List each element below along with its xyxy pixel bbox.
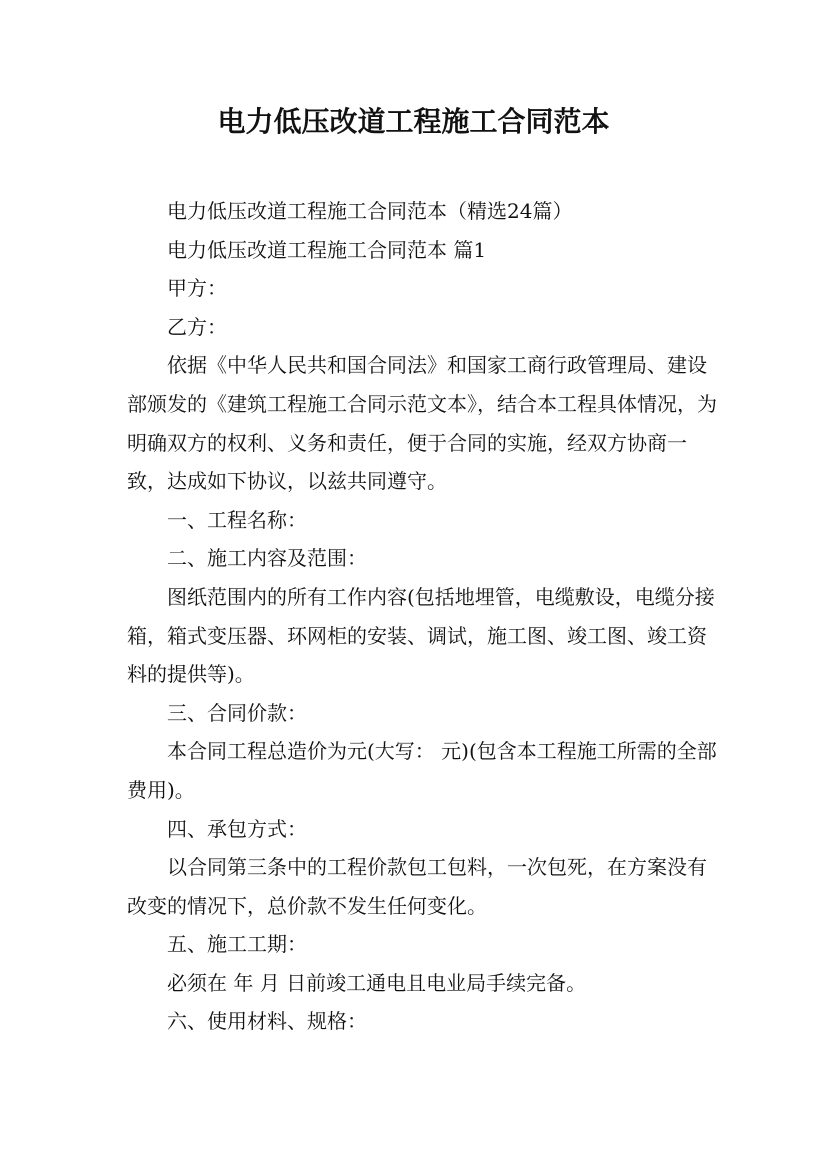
paragraph-clause-5-body: 必须在 年 月 日前竣工通电且电业局手续完备。 bbox=[167, 970, 587, 995]
paragraph-clause-4-heading: 四、承包方式： bbox=[167, 816, 307, 841]
paragraph-subtitle: 电力低压改道工程施工合同范本（精选24篇） bbox=[167, 199, 573, 223]
document-title: 电力低压改道工程施工合同范本 bbox=[217, 105, 610, 138]
document-body bbox=[127, 192, 717, 1041]
paragraph-clause-5-heading: 五、施工工期： bbox=[167, 932, 307, 957]
paragraph-clause-2-body: 图纸范围内的所有工作内容(包括地埋管，电缆敷设，电缆分接箱，箱式变压器、环网柜的安装、调试，施工图、竣工图、竣工资料的提供等)。 bbox=[127, 584, 715, 687]
paragraph-clause-6-heading: 六、使用材料、规格： bbox=[167, 1009, 367, 1034]
paragraph-party-b: 乙方： bbox=[167, 314, 227, 339]
paragraph-clause-3-heading: 三、合同价款： bbox=[167, 700, 307, 725]
paragraph-preamble: 依据《中华人民共和国合同法》和国家工商行政管理局、建设部颁发的《建筑工程施工合同示范文本》，结合本工程具体情况，为明确双方的权利、义务和责任，便于合同的实施，经双方协商一致，达成如下协议，以兹共同遵守。 bbox=[127, 353, 717, 494]
paragraph-clause-1-heading: 一、工程名称： bbox=[167, 507, 307, 532]
paragraph-clause-4-body: 以合同第三条中的工程价款包工包料，一次包死，在方案没有改变的情况下，总价款不发生任何变化。 bbox=[127, 855, 707, 918]
paragraph-clause-2-heading: 二、施工内容及范围： bbox=[167, 546, 367, 571]
paragraph-clause-3-body: 本合同工程总造价为元(大写： 元)(包含本工程施工所需的全部费用)。 bbox=[127, 739, 717, 802]
paragraph-section-heading: 电力低压改道工程施工合同范本 篇1 bbox=[167, 237, 487, 262]
paragraph-party-a: 甲方： bbox=[167, 276, 227, 301]
